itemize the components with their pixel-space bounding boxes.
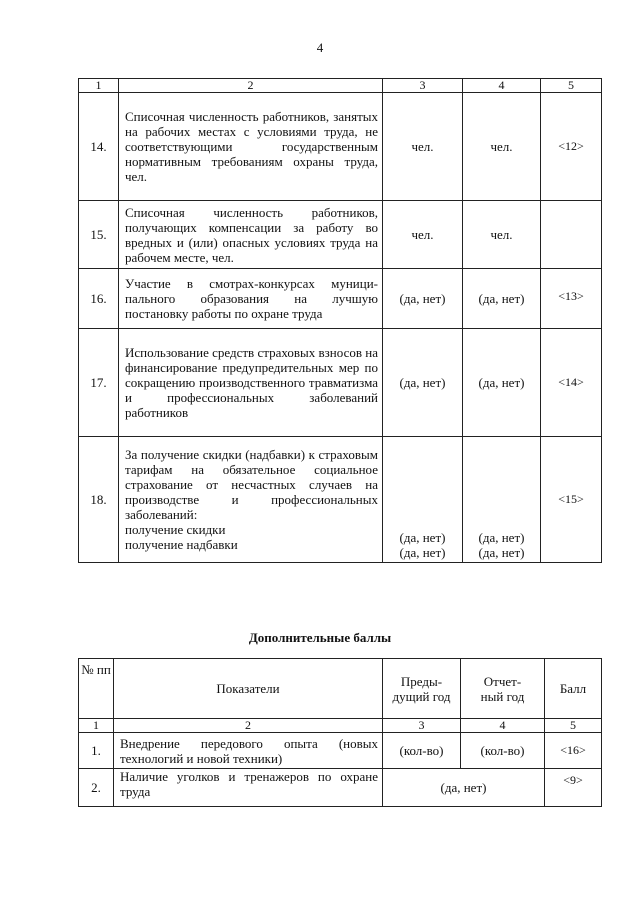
score-reference: <9> — [545, 769, 602, 807]
merged-years-value: (да, нет) — [383, 769, 545, 807]
table-row — [79, 329, 602, 437]
table-row — [79, 437, 602, 563]
col-number-4: 4 — [463, 79, 541, 93]
score-reference: <13> — [541, 269, 602, 329]
current-year-value: (да, нет) — [463, 269, 541, 329]
table-row — [79, 269, 602, 329]
current-year-value: (кол-во) — [461, 733, 545, 769]
col-number-5: 5 — [541, 79, 602, 93]
table-row — [79, 93, 602, 201]
previous-year-value: чел. — [383, 201, 463, 269]
additional-points-table — [78, 658, 602, 807]
col-number-1: 1 — [79, 79, 119, 93]
col-number-4: 4 — [461, 719, 545, 733]
previous-year-value — [383, 437, 463, 563]
row-description: Использование средств страховых взносов на финансирование предупредительных мер по сокращению производственного травматизма и профессиональных заболеваний работников — [119, 329, 383, 437]
row-description: Наличие уголков и тренажеров по охране труда — [114, 769, 383, 807]
row-description: Участие в смотрах-конкурсах муници-пального образования на лучшую постановку работы по охране труда — [119, 269, 383, 329]
table-row — [79, 201, 602, 269]
col-number-2: 2 — [114, 719, 383, 733]
table-row — [79, 769, 602, 807]
page-number: 4 — [316, 40, 324, 55]
surcharge-subitem: получение надбавки — [125, 537, 238, 552]
row-number: 1. — [79, 733, 114, 769]
current-year-value: чел. — [463, 93, 541, 201]
surcharge-previous-value: (да, нет) — [399, 545, 446, 560]
score-reference: <15> — [541, 437, 602, 563]
header-indicators: Показатели — [114, 659, 383, 719]
discount-previous-value: (да, нет) — [399, 530, 446, 545]
score-reference — [541, 201, 602, 269]
row-number: 15. — [79, 201, 119, 269]
header-number: № пп — [79, 659, 114, 719]
previous-year-value: (да, нет) — [383, 269, 463, 329]
col-number-3: 3 — [383, 79, 463, 93]
indicators-table — [78, 78, 602, 563]
header-row — [79, 659, 602, 719]
previous-year-value: (да, нет) — [383, 329, 463, 437]
col-number-2: 2 — [119, 79, 383, 93]
previous-year-value: (кол-во) — [383, 733, 461, 769]
row-number: 18. — [79, 437, 119, 563]
row-number: 17. — [79, 329, 119, 437]
current-year-value: чел. — [463, 201, 541, 269]
row-number: 2. — [79, 769, 114, 807]
row-number: 16. — [79, 269, 119, 329]
row-description — [119, 437, 383, 563]
section-title: Дополнительные баллы — [248, 630, 392, 645]
column-number-row — [79, 719, 602, 733]
discount-current-value: (да, нет) — [478, 530, 525, 545]
row-description: Внедрение передового опыта (новых технологий и новой техники) — [114, 733, 383, 769]
score-reference: <16> — [545, 733, 602, 769]
score-reference: <14> — [541, 329, 602, 437]
score-reference: <12> — [541, 93, 602, 201]
row-number: 14. — [79, 93, 119, 201]
discount-subitem: получение скидки — [125, 522, 226, 537]
col-number-1: 1 — [79, 719, 114, 733]
row-description: Списочная численность работников, занятых на рабочих местах с условиями труда, не соответствующими государственным нормативным требованиям охраны труда, чел. — [119, 93, 383, 201]
col-number-5: 5 — [545, 719, 602, 733]
current-year-value: (да, нет) — [463, 329, 541, 437]
current-year-value — [463, 437, 541, 563]
header-current-year: Отчет-ный год — [461, 659, 545, 719]
surcharge-current-value: (да, нет) — [478, 545, 525, 560]
row-description: Списочная численность работников, получающих компенсации за работу во вредных и (или) опасных условиях труда на рабочем месте, чел. — [119, 201, 383, 269]
col-number-3: 3 — [383, 719, 461, 733]
header-score: Балл — [545, 659, 602, 719]
previous-year-value: чел. — [383, 93, 463, 201]
header-previous-year: Преды-дущий год — [383, 659, 461, 719]
row-description-main: За получение скидки (надбавки) к страховым тарифам на обязательное социальное страхование от несчастных случаев на производстве и профессиональных заболеваний: — [125, 447, 378, 522]
column-number-row — [79, 79, 602, 93]
table-row — [79, 733, 602, 769]
